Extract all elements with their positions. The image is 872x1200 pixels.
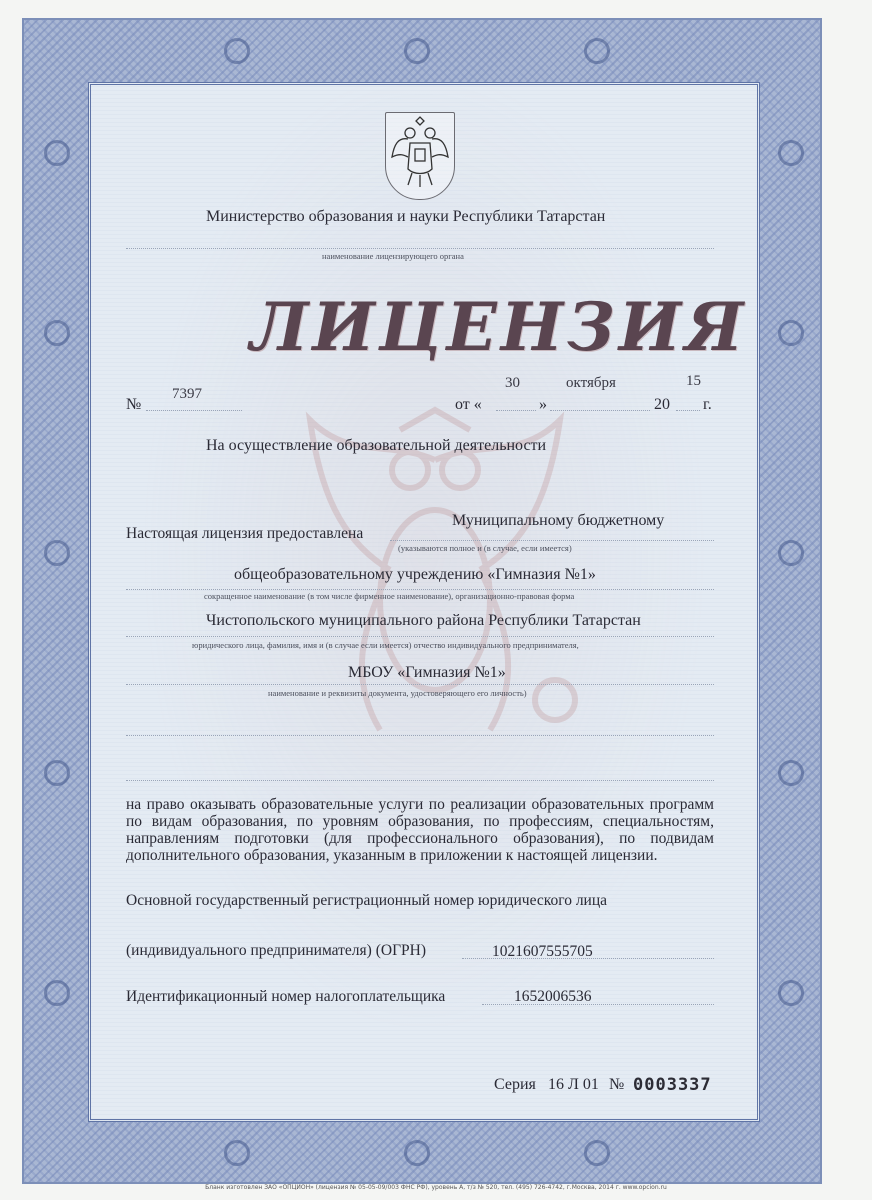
- blank-line: [126, 780, 714, 781]
- ornament-scroll: [224, 1140, 250, 1166]
- grantee-underline-3: [126, 636, 714, 637]
- license-purpose: На осуществление образовательной деятельности: [206, 437, 547, 454]
- ornament-scroll: [778, 980, 804, 1006]
- series-label: Серия: [494, 1076, 536, 1093]
- series-code: 16 Л 01: [548, 1076, 599, 1093]
- license-number: 7397: [172, 386, 202, 402]
- date-year: 15: [686, 373, 701, 389]
- license-number-prefix: №: [126, 396, 142, 413]
- license-title: ЛИЦЕНЗИЯ: [250, 288, 748, 366]
- issuer-underline: [126, 248, 714, 249]
- license-number-underline: [146, 410, 242, 411]
- grantee-caption-3: юридического лица, фамилия, имя и (в случае если имеется) отчество индивидуального предпринимателя,: [192, 640, 579, 650]
- ogrn-value: 1021607555705: [492, 943, 593, 960]
- ogrn-label-line-2: (индивидуального предпринимателя) (ОГРН): [126, 942, 427, 959]
- printer-footer: Бланк изготовлен ЗАО «ОПЦИОН» (лицензия № 05-05-09/003 ФНС РФ), уровень А, т/з № 520, тел. (495) 726-4742, г.Москва, 2014 г. www.opcion.ru: [205, 1184, 667, 1191]
- date-month: октября: [566, 375, 616, 391]
- blank-line: [126, 735, 714, 736]
- ogrn-underline: [462, 958, 714, 959]
- ornament-scroll: [44, 140, 70, 166]
- grantee-line-4: МБОУ «Гимназия №1»: [348, 664, 506, 681]
- grantee-caption-2: сокращенное наименование (в том числе фирменное наименование), организационно-правовая форма: [204, 591, 575, 601]
- ornament-scroll: [778, 320, 804, 346]
- ornament-scroll: [778, 140, 804, 166]
- series-number-prefix: №: [609, 1076, 625, 1093]
- issuer-name: Министерство образования и науки Республики Татарстан: [206, 208, 606, 225]
- date-year-underline: [676, 410, 700, 411]
- ogrn-label-line-1: Основной государственный регистрационный номер юридического лица: [126, 892, 608, 909]
- inn-label: Идентификационный номер налогоплательщика: [126, 988, 446, 1005]
- ornament-scroll: [224, 38, 250, 64]
- grantee-underline-1: [390, 540, 714, 541]
- date-close-quote: »: [539, 396, 547, 413]
- ornament-scroll: [778, 760, 804, 786]
- ornament-scroll: [44, 760, 70, 786]
- ornament-scroll: [584, 1140, 610, 1166]
- grantee-line-1: Муниципальному бюджетному: [452, 512, 665, 529]
- ornament-scroll: [44, 540, 70, 566]
- ornament-scroll: [404, 38, 430, 64]
- date-month-underline: [550, 410, 650, 411]
- grantee-intro-label: Настоящая лицензия предоставлена: [126, 525, 364, 542]
- ornament-scroll: [44, 980, 70, 1006]
- ornament-scroll: [778, 540, 804, 566]
- ornament-scroll: [404, 1140, 430, 1166]
- series-number: 0003337: [633, 1075, 712, 1095]
- grantee-line-3: Чистопольского муниципального района Республики Татарстан: [206, 612, 641, 629]
- date-from-label: от «: [455, 396, 482, 413]
- date-day-underline: [496, 410, 536, 411]
- inn-underline: [482, 1004, 714, 1005]
- double-headed-eagle-icon: [386, 113, 454, 199]
- ornament-scroll: [44, 320, 70, 346]
- grantee-caption-4: наименование и реквизиты документа, удостоверяющего его личность): [268, 688, 527, 698]
- date-day: 30: [505, 375, 520, 391]
- grantee-caption-1: (указываются полное и (в случае, если имеется): [398, 543, 572, 553]
- issuer-caption: наименование лицензирующего органа: [322, 251, 464, 261]
- coat-of-arms-emblem: [385, 112, 455, 200]
- grantee-underline-2: [126, 589, 714, 590]
- grantee-underline-4: [126, 684, 714, 685]
- date-century: 20: [654, 396, 670, 413]
- ornament-scroll: [584, 38, 610, 64]
- rights-paragraph: на право оказывать образовательные услуги по реализации образовательных программ по видам образования, по уровням образования, по профессиям, специальностям, направлениям подготовки (для профессионального образования), по подвидам дополнительного образования, указанным в приложении к настоящей лицензии.: [126, 796, 714, 864]
- grantee-line-2: общеобразовательному учреждению «Гимназия №1»: [234, 566, 596, 583]
- inn-value: 1652006536: [514, 988, 592, 1005]
- date-suffix: г.: [703, 396, 712, 413]
